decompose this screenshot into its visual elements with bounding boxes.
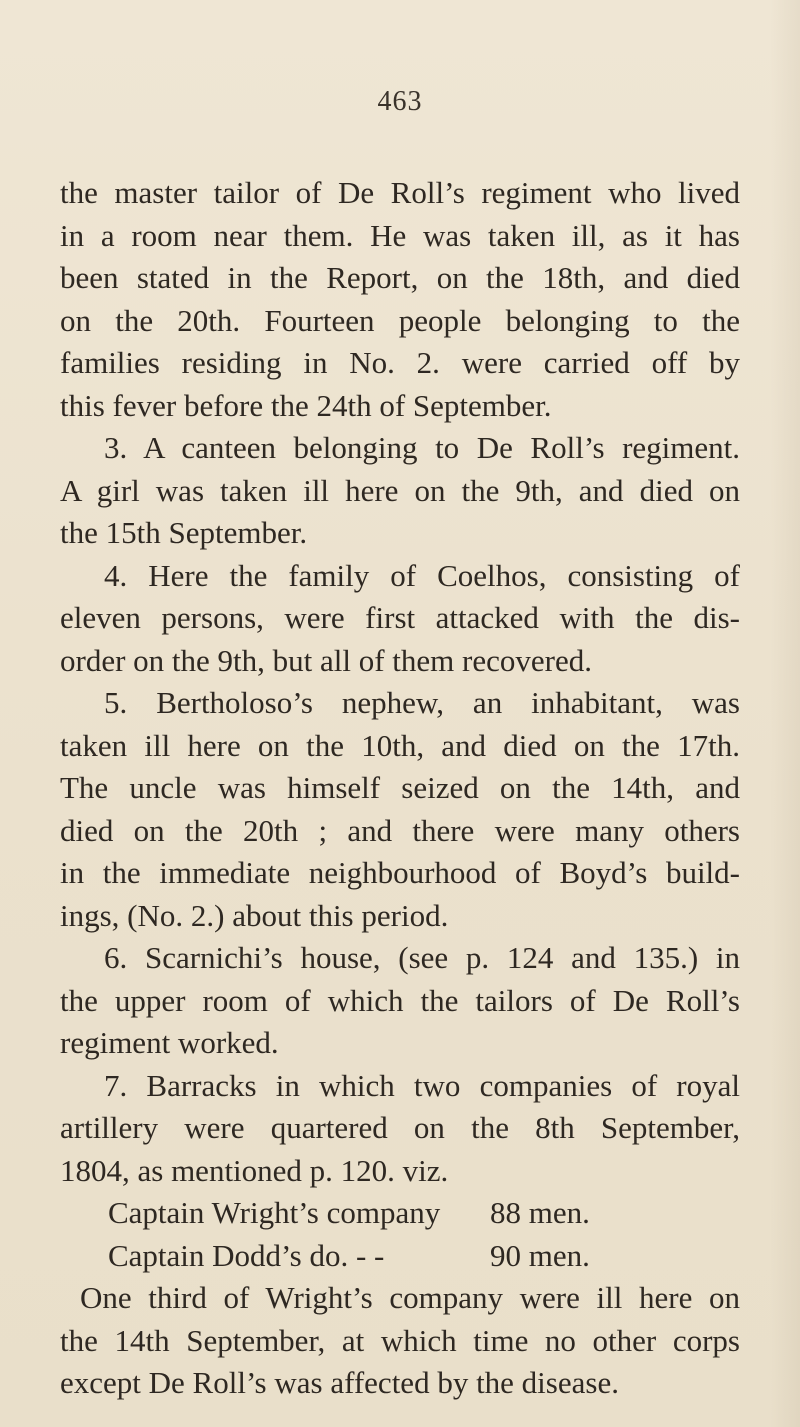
text-line: 6. Scarnichi’s house, (see p. 124 and 135.) in <box>104 940 740 975</box>
text-line: this fever before the 24th of September. <box>60 387 552 423</box>
text-line: 4. Here the family of Coelhos, consisting of <box>104 557 740 593</box>
text-line: the upper room of which the tailors of De Roll’s <box>60 982 740 1018</box>
text-line: families residing in No. 2. were carried off by <box>60 345 740 380</box>
body-text <box>60 172 740 1405</box>
text-line: regiment worked. <box>60 1025 279 1060</box>
text-line: order on the 9th, but all of them recovered. <box>60 642 592 678</box>
text-line: in a room near them. He was taken ill, as it has <box>60 217 740 253</box>
table-row <box>60 1235 740 1278</box>
text-line: 3. A canteen belonging to De Roll’s regiment. <box>104 430 740 465</box>
text-line: the 14th September, at which time no other corps <box>60 1322 740 1358</box>
text-line: A girl was taken ill here on the 9th, and died on <box>60 472 740 508</box>
page-edge-shadow <box>770 0 800 1427</box>
text-line: the master tailor of De Roll’s regiment who lived <box>60 175 740 210</box>
text-line: in the immediate neighbourhood of Boyd’s build- <box>60 855 740 890</box>
text-line: on the 20th. Fourteen people belonging to the <box>60 302 740 338</box>
text-line: died on the 20th ; and there were many others <box>60 812 740 848</box>
text-line: 1804, as mentioned p. 120. viz. <box>60 1152 449 1188</box>
text-line: 7. Barracks in which two companies of royal <box>104 1067 740 1103</box>
text-line: the 15th September. <box>60 515 308 550</box>
text-line: The uncle was himself seized on the 14th, and <box>60 770 740 805</box>
company-name: Captain Dodd’s do. - - <box>108 1237 385 1273</box>
text-line: 5. Bertholoso’s nephew, an inhabitant, was <box>104 685 740 720</box>
page-number: 463 <box>377 86 423 117</box>
company-name: Captain Wright’s company <box>108 1195 441 1230</box>
table-row <box>60 1192 740 1235</box>
text-line: ings, (No. 2.) about this period. <box>60 897 449 933</box>
text-line: artillery were quartered on the 8th September, <box>60 1110 740 1145</box>
text-line: One third of Wright’s company were ill here on <box>80 1280 740 1315</box>
company-count: 90 men. <box>490 1237 590 1273</box>
text-line: except De Roll’s was affected by the disease. <box>60 1365 619 1400</box>
text-line: eleven persons, were first attacked with the dis- <box>60 600 740 635</box>
text-line: taken ill here on the 10th, and died on the 17th. <box>60 727 740 763</box>
company-count: 88 men. <box>490 1195 590 1230</box>
text-line: been stated in the Report, on the 18th, and died <box>60 260 740 295</box>
